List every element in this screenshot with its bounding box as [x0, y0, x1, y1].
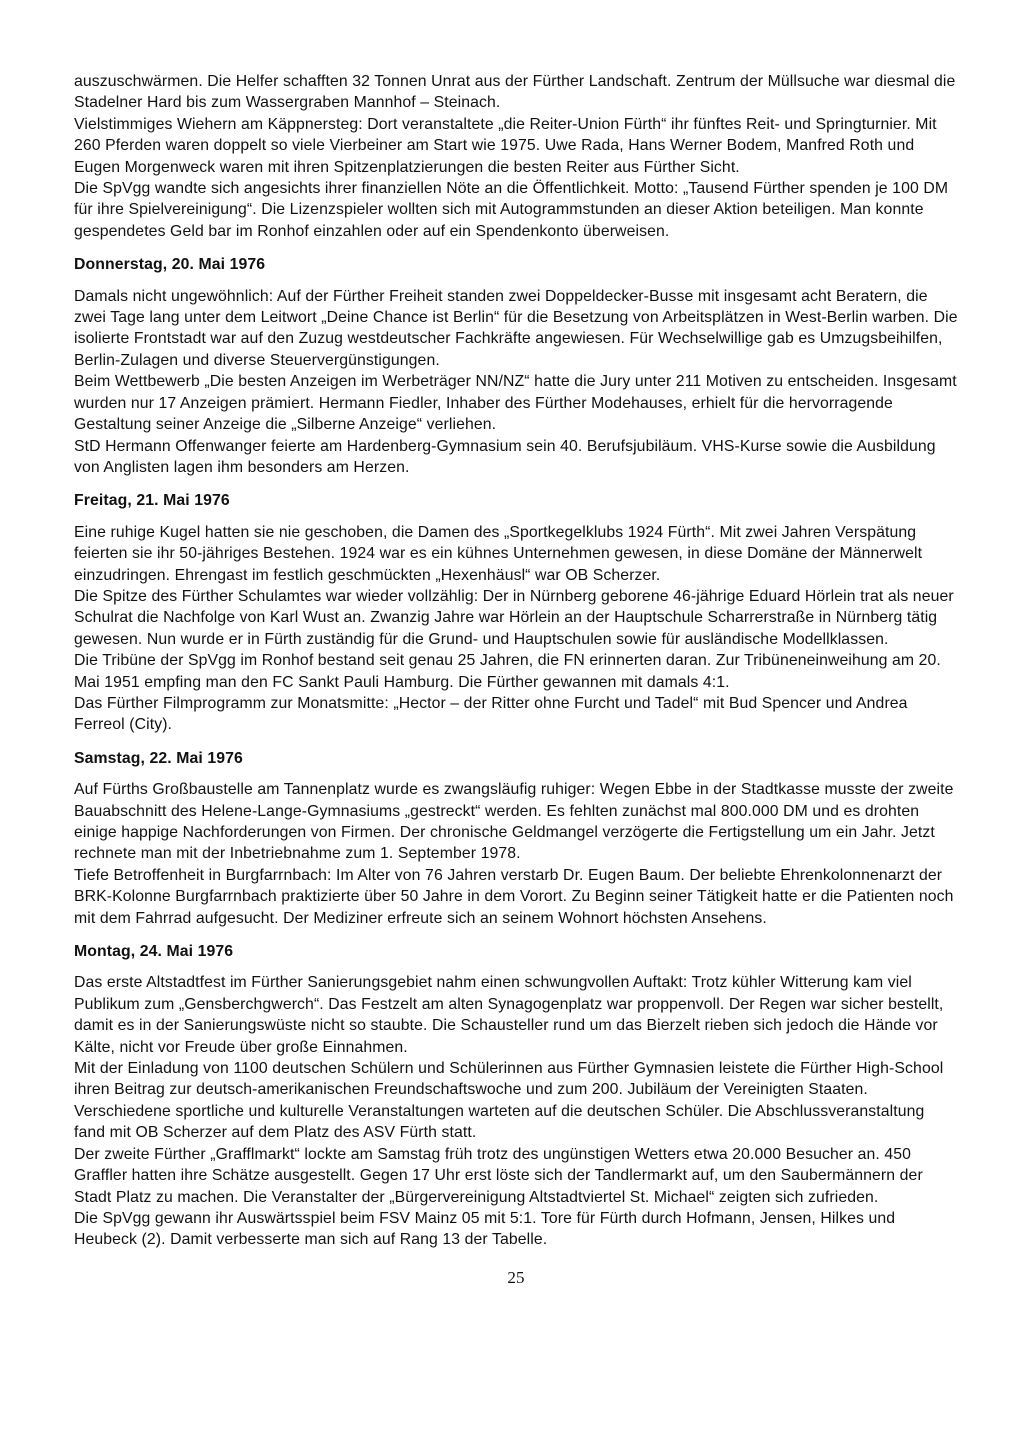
section-intro-continuation — [74, 71, 958, 242]
paragraph: Eine ruhige Kugel hatten sie nie geschoben, die Damen des „Sportkegelklubs 1924 Fürth“. Mit zwei Jahren Verspätung feierten sie ihr 50-jähriges Bestehen. 1924 war es ein kühnes Unternehmen gewesen, in diese Domäne der Männerwelt einzudringen. Ehrengast im festlich geschmückten „Hexenhäusl“ war OB Scherzer. — [74, 523, 923, 584]
section-montag-24-mai-1976 — [74, 941, 958, 1251]
paragraph: Der zweite Fürther „Grafflmarkt“ lockte am Samstag früh trotz des ungünstigen Wetters etwa 20.000 Besucher an. 450 Graffler hatten ihre Schätze ausgestellt. Gegen 17 Uhr erst löste sich der Tandlermarkt auf, um den Saubermännern der Stadt Platz zu machen. Die Veranstalter der „Bürgervereinigung Altstadtviertel St. Michael“ zeigten sich zufrieden. — [74, 1145, 923, 1206]
paragraph: Die Spitze des Fürther Schulamtes war wieder vollzählig: Der in Nürnberg geborene 46-jährige Eduard Hörlein trat als neuer Schulrat die Nachfolge von Karl Wust an. Zwanzig Jahre war Hörlein an der Hauptschule Scharrerstraße in Nürnberg tätig gewesen. Nun wurde er in Fürth zuständig für die Grund- und Hauptschulen sowie für ausländische Modellklassen. — [74, 587, 954, 648]
section-donnerstag-20-mai-1976 — [74, 254, 958, 478]
paragraph: Das Fürther Filmprogramm zur Monatsmitte: „Hector – der Ritter ohne Furcht und Tadel“ mit Bud Spencer und Andrea Ferreol (City). — [74, 694, 908, 734]
section-heading: Montag, 24. Mai 1976 — [74, 943, 234, 961]
paragraph: StD Hermann Offenwanger feierte am Hardenberg-Gymnasium sein 40. Berufsjubiläum. VHS-Kurse sowie die Ausbildung von Anglisten lagen ihm besonders am Herzen. — [74, 437, 936, 476]
section-heading: Donnerstag, 20. Mai 1976 — [74, 256, 266, 274]
paragraph: Mit der Einladung von 1100 deutschen Schülern und Schülerinnen aus Fürther Gymnasien leistete die Fürther High-School ihren Beitrag zur deutsch-amerikanischen Freundschaftswoche und zum 200. Jubiläum der Vereinigten Staaten. Verschiedene sportliche und kulturelle Veranstaltungen warteten auf die deutschen Schüler. Die Abschlussveranstaltung fand mit OB Scherzer auf dem Platz des ASV Fürth statt. — [74, 1060, 944, 1142]
paragraph: Die SpVgg gewann ihr Auswärtsspiel beim FSV Mainz 05 mit 5:1. Tore für Fürth durch Hofmann, Jensen, Hilkes und Heubeck (2). Damit verbesserte man sich auf Rang 13 der Tabelle. — [74, 1209, 896, 1249]
page-footer — [74, 1267, 958, 1288]
paragraph: auszuschwärmen. Die Helfer schafften 32 Tonnen Unrat aus der Fürther Landschaft. Zentrum der Müllsuche war diesmal die Stadelner Hard bis zum Wassergraben Mannhof – Steinach. — [74, 73, 956, 112]
page-number: 25 — [507, 1267, 525, 1287]
paragraph: Die SpVgg wandte sich angesichts ihrer finanziellen Nöte an die Öffentlichkeit. Motto: „Tausend Fürther spenden je 100 DM für ihre Spielvereinigung“. Die Lizenzspieler wollten sich mit Autogrammstunden an dieser Aktion beteiligen. Man konnte gespendetes Geld bar im Ronhof einzahlen oder auf ein Spendenkonto überweisen. — [74, 180, 949, 240]
paragraph: Auf Fürths Großbaustelle am Tannenplatz wurde es zwangsläufig ruhiger: Wegen Ebbe in der Stadtkasse musste der zweite Bauabschnitt des Helene-Lange-Gymnasiums „gestreckt“ werden. Es fehlten zunächst mal 800.000 DM und es drohten einige happige Nachforderungen von Firmen. Der chronische Geldmangel verzögerte die Fertigstellung um ein Jahr. Jetzt rechnete man mit der Inbetriebnahme zum 1. September 1978. — [74, 781, 954, 863]
text-block — [74, 71, 958, 1288]
paragraph: Vielstimmiges Wiehern am Käppnersteg: Dort veranstaltete „die Reiter-Union Fürth“ ihr fünftes Reit- und Springturnier. Mit 260 Pferden waren doppelt so viele Vierbeiner am Start wie 1975. Uwe Rada, Hans Werner Bodem, Manfred Roth und Eugen Morgenweck waren mit ihren Spitzenplatzierungen die besten Reiter aus Fürther Sicht. — [74, 115, 937, 176]
paragraph: Das erste Altstadtfest im Fürther Sanierungsgebiet nahm einen schwungvollen Auftakt: Trotz kühler Witterung kam viel Publikum zum „Gensberchgwerch“. Das Festzelt am alten Synagogenplatz war proppenvoll. Der Regen war sicher bestellt, damit es in der Sanierungswüste nicht so staubte. Die Schausteller rund um das Bierzelt rieben sich jedoch die Hände vor Kälte, nicht vor Freude über große Einnahmen. — [74, 974, 944, 1056]
section-heading: Freitag, 21. Mai 1976 — [74, 492, 230, 510]
section-heading: Samstag, 22. Mai 1976 — [74, 749, 243, 767]
section-freitag-21-mai-1976 — [74, 490, 958, 735]
paragraph: Tiefe Betroffenheit in Burgfarrnbach: Im Alter von 76 Jahren verstarb Dr. Eugen Baum. Der beliebte Ehrenkolonnenarzt der BRK-Kolonne Burgfarrnbach praktizierte über 50 Jahre in dem Vorort. Zu Beginn seiner Tätigkeit hatte er die Patienten noch mit dem Fahrrad aufgesucht. Der Mediziner erfreute sich an seinem Wohnort höchsten Ansehens. — [74, 866, 954, 927]
section-samstag-22-mai-1976 — [74, 748, 958, 929]
paragraph: Die Tribüne der SpVgg im Ronhof bestand seit genau 25 Jahren, die FN erinnerten daran. Zur Tribüneneinweihung am 20. Mai 1951 empfing man den FC Sankt Pauli Hamburg. Die Fürther gewannen mit damals 4:1. — [74, 652, 941, 691]
paragraph: Beim Wettbewerb „Die besten Anzeigen im Werbeträger NN/NZ“ hatte die Jury unter 211 Motiven zu entscheiden. Insgesamt wurden nur 17 Anzeigen prämiert. Hermann Fiedler, Inhaber des Fürther Modehauses, erhielt für die hervorragende Gestaltung seiner Anzeige die „Silberne Anzeige“ verliehen. — [74, 373, 957, 434]
paragraph: Damals nicht ungewöhnlich: Auf der Fürther Freiheit standen zwei Doppeldecker-Busse mit insgesamt acht Beratern, die zwei Tage lang unter dem Leitwort „Deine Chance ist Berlin“ für die Besetzung von Arbeitsplätzen in West-Berlin warben. Die isolierte Frontstadt war auf den Zuzug westdeutscher Fachkräfte angewiesen. Für Wechselwillige gab es Umzugsbeihilfen, Berlin-Zulagen und diverse Steuervergünstigungen. — [74, 287, 958, 369]
